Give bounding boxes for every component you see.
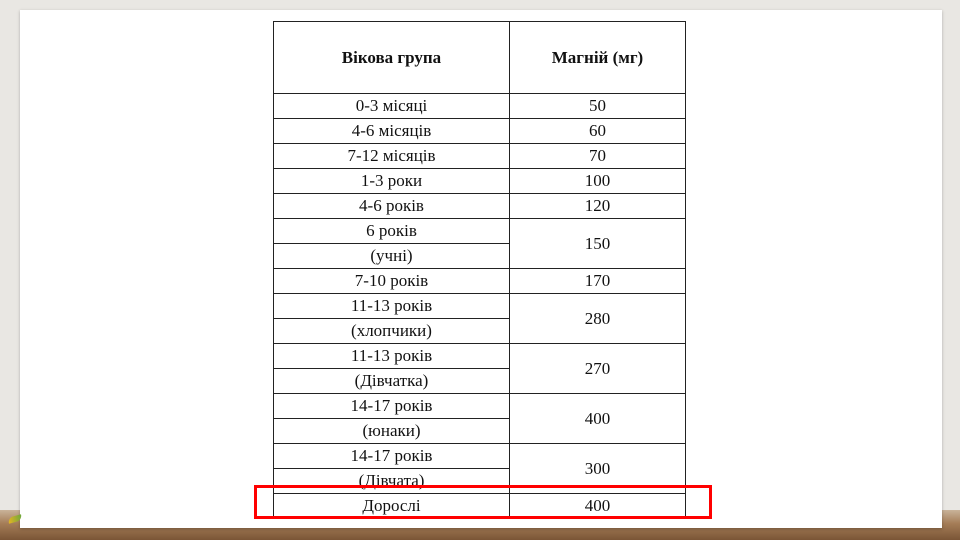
magnesium-table <box>273 21 686 519</box>
age-cell: 1-3 роки <box>274 169 510 194</box>
header-age-group: Вікова група <box>274 22 510 94</box>
age-cell: 14-17 років <box>274 394 510 419</box>
table-row <box>274 269 686 294</box>
age-subcell: (учні) <box>274 244 510 269</box>
table-row <box>274 94 686 119</box>
age-cell: 11-13 років <box>274 344 510 369</box>
age-cell: 7-12 місяців <box>274 144 510 169</box>
age-cell: 11-13 років <box>274 294 510 319</box>
table-row <box>274 119 686 144</box>
table-row <box>274 144 686 169</box>
table-row <box>274 344 686 369</box>
age-cell: 7-10 років <box>274 269 510 294</box>
table-header-row <box>274 22 686 94</box>
value-cell: 50 <box>510 94 686 119</box>
age-cell: 0-3 місяці <box>274 94 510 119</box>
value-cell: 270 <box>510 344 686 394</box>
value-cell: 100 <box>510 169 686 194</box>
table-row <box>274 219 686 244</box>
age-cell: 6 років <box>274 219 510 244</box>
table-row <box>274 394 686 419</box>
value-cell: 170 <box>510 269 686 294</box>
age-cell-adults: Дорослі <box>274 494 510 519</box>
header-magnesium: Магній (мг) <box>510 22 686 94</box>
table-row <box>274 194 686 219</box>
value-cell: 300 <box>510 444 686 494</box>
value-cell: 280 <box>510 294 686 344</box>
value-cell-adults: 400 <box>510 494 686 519</box>
value-cell: 70 <box>510 144 686 169</box>
age-cell: 4-6 місяців <box>274 119 510 144</box>
table-row <box>274 294 686 319</box>
age-subcell: (хлопчики) <box>274 319 510 344</box>
table-row-adults <box>274 494 686 519</box>
age-cell: 4-6 років <box>274 194 510 219</box>
value-cell: 120 <box>510 194 686 219</box>
age-subcell-text: (Дівчата) <box>358 471 425 490</box>
table-row <box>274 169 686 194</box>
age-cell: 14-17 років <box>274 444 510 469</box>
age-subcell: (юнаки) <box>274 419 510 444</box>
value-cell: 150 <box>510 219 686 269</box>
table-row <box>274 444 686 469</box>
value-cell: 400 <box>510 394 686 444</box>
value-cell: 60 <box>510 119 686 144</box>
age-subcell <box>274 469 510 494</box>
age-subcell: (Дівчатка) <box>274 369 510 394</box>
